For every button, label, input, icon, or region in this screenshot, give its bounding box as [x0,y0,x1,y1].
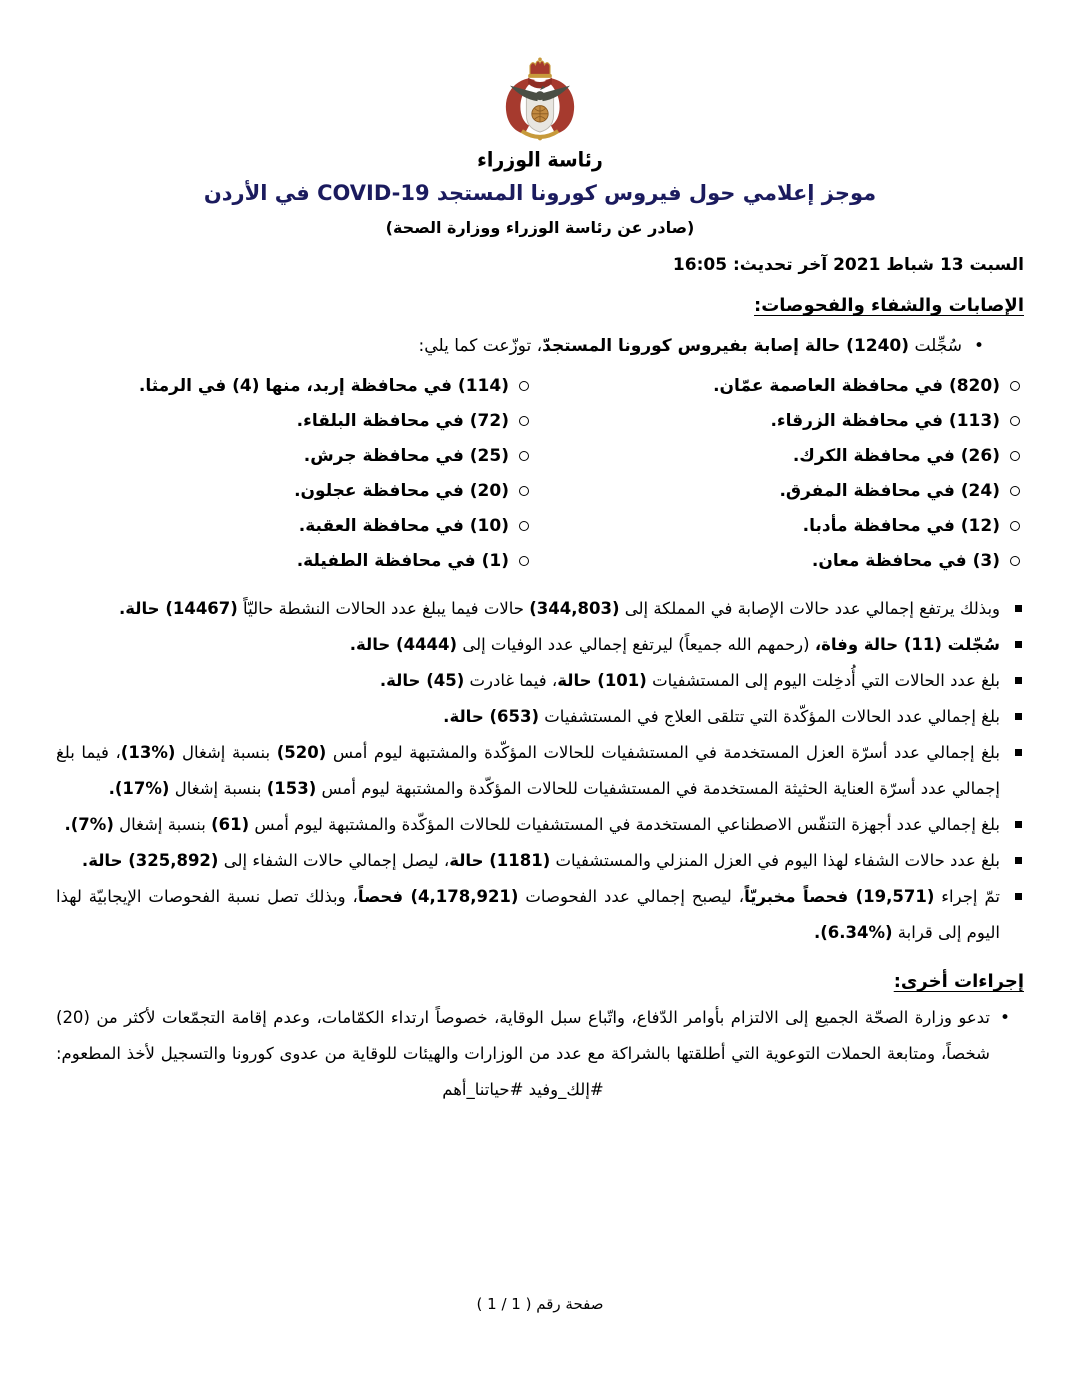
governorate-item-text: (1) في محافظة الطفيلة. [296,551,509,571]
governorate-list-right [547,369,1024,579]
section-heading-cases: الإصابات والشفاء والفحوصات: [754,295,1024,316]
governorate-item-text: (26) في محافظة الكرك. [792,446,1000,466]
page-footer [0,1295,1080,1313]
circle-bullet-icon [519,521,529,531]
crown-icon [528,57,552,77]
stat-item-text: بلغ عدد الحالات التي أُدخِلت اليوم إلى المستشفيات (101) حالة، فيما غادرت (45) حالة. [379,671,1000,690]
square-bullet-icon [1015,857,1022,864]
governorate-item [56,544,533,579]
governorate-item [547,474,1024,509]
governorate-item [56,439,533,474]
governorate-item-text: (113) في محافظة الزرقاء. [770,411,1000,431]
governorate-item [56,474,533,509]
stat-item [56,735,1024,807]
stat-item-text: بلغ عدد حالات الشفاء لهذا اليوم في العزل المنزلي والمستشفيات (1181) حالة، ليصل إجمالي حالات الشفاء إلى (325,892) حالة. [81,851,1000,870]
disc-bullet-icon: • [999,1008,1010,1028]
governorate-item [547,509,1024,544]
circle-bullet-icon [519,381,529,391]
governorate-breakdown [56,369,1024,579]
governorate-item-text: (3) في محافظة معان. [811,551,1000,571]
circle-bullet-icon [519,486,529,496]
governorate-list-left [56,369,533,579]
stat-item-text: سُجّلت (11) حالة وفاة، (رحمهم الله جميعاً) ليرتفع إجمالي عدد الوفيات إلى (4444) حالة. [349,635,1000,654]
jordan-coat-of-arms-logo [490,56,590,148]
stat-item-text: بلغ إجمالي عدد أسرّة العزل المستخدمة في المستشفيات للحالات المؤكّدة والمشتبهة ليوم أمس (520) بنسبة إشغال (%13)، فيما بلغ إجمالي عدد أسرّة العناية الحثيثة المستخدمة في المستشفيات للحالات المؤكّدة والمشتبهة ليوم أمس (153) بنسبة إشغال (%17). [56,743,1000,798]
document-subtitle: (صادر عن رئاسة الوزراء ووزارة الصحة) [385,218,695,237]
square-bullet-icon [1015,749,1022,756]
circle-bullet-icon [1010,381,1020,391]
square-bullet-icon [1015,605,1022,612]
circle-bullet-icon [519,556,529,566]
square-bullet-icon [1015,713,1022,720]
governorate-item [547,439,1024,474]
circle-bullet-icon [1010,416,1020,426]
stat-item [56,807,1024,843]
globe-icon [532,106,548,122]
wreath [522,131,558,140]
governorate-item [56,369,533,404]
governorate-item-text: (24) في محافظة المفرق. [779,481,1000,501]
date-line: السبت 13 شباط 2021 آخر تحديث: 16:05 [672,255,1024,275]
square-bullet-icon [1015,893,1022,900]
stat-item [56,663,1024,699]
stat-item [56,699,1024,735]
disc-bullet-icon: • [973,336,984,356]
stat-item-text: وبذلك يرتفع إجمالي عدد حالات الإصابة في المملكة إلى (344,803) حالات فيما يبلغ عدد الحالات النشطة حاليّاً (14467) حالة. [119,599,1000,618]
governorate-item-text: (72) في محافظة البلقاء. [296,411,509,431]
stat-item [56,843,1024,879]
section-heading-other: إجراءات أخرى: [893,971,1024,992]
square-bullet-icon [1015,677,1022,684]
stat-item [56,879,1024,951]
circle-bullet-icon [1010,521,1020,531]
stat-item-text: بلغ إجمالي عدد الحالات المؤكّدة التي تتلقى العلاج في المستشفيات (653) حالة. [443,707,1000,726]
governorate-item-text: (20) في محافظة عجلون. [294,481,509,501]
stat-item [56,591,1024,627]
circle-bullet-icon [1010,451,1020,461]
governorate-item-text: (12) في محافظة مأدبا. [802,516,1000,536]
governorate-item-text: (114) في محافظة إربد، منها (4) في الرمثا. [138,376,509,396]
stat-item-text: تمّ إجراء (19,571) فحصاً مخبريّاً، ليصبح إجمالي عدد الفحوصات (4,178,921) فحصاً، وبذلك تصل نسبة الفحوصات الإيجابيّة لهذا اليوم إلى قرابة (%6.34). [56,887,1001,942]
document-title: موجز إعلامي حول فيروس كورونا المستجد COVID-19 في الأردن [203,181,877,205]
cases-intro-text: سُجِّلت (1240) حالة إصابة بفيروس كورونا المستجدّ، توزّعت كما يلي: [418,336,962,356]
header-logo-block [56,56,1024,171]
circle-bullet-icon [1010,556,1020,566]
circle-bullet-icon [519,451,529,461]
stats-list [56,591,1024,951]
circle-bullet-icon [519,416,529,426]
governorate-item [547,369,1024,404]
governorate-item [56,404,533,439]
logo-calligraphy: رئاسة الوزراء [477,148,603,172]
governorate-item [547,404,1024,439]
stat-item [56,627,1024,663]
square-bullet-icon [1015,821,1022,828]
page-number: صفحة رقم ( 1 / 1 ) [476,1295,604,1313]
governorate-item [56,509,533,544]
cases-intro-bullet [56,328,1024,365]
other-measures-bullet [56,1000,1024,1108]
square-bullet-icon [1015,641,1022,648]
governorate-item-text: (10) في محافظة العقبة. [298,516,509,536]
stat-item-text: بلغ إجمالي عدد أجهزة التنفّس الاصطناعي المستخدمة في المستشفيات للحالات المؤكّدة والمشتبهة ليوم أمس (61) بنسبة إشغال (%7). [64,815,1000,834]
governorate-item-text: (820) في محافظة العاصمة عمّان. [713,376,1000,396]
circle-bullet-icon [1010,486,1020,496]
other-measures-text: تدعو وزارة الصحّة الجميع إلى الالتزام بأوامر الدّفاع، واتّباع سبل الوقاية، خصوصاً ارتداء الكمّامات، وعدم إقامة التجمّعات لأكثر من (20) شخصاً، ومتابعة الحملات التوعوية التي أطلقتها بالشراكة مع عدد من الوزارات والهيئات للوقاية من عدوى كورونا والتسجيل لأخذ المطعوم: #إلك_وفيد #حياتنا_أهم [56,1008,990,1099]
governorate-item-text: (25) في محافظة جرش. [303,446,509,466]
governorate-item [547,544,1024,579]
